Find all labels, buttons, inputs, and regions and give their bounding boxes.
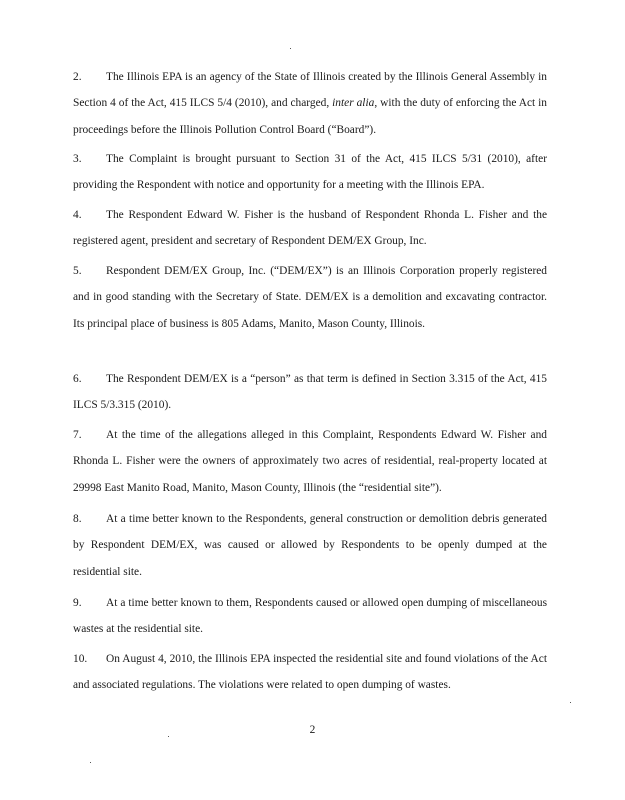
- paragraph-number: 4.: [73, 209, 82, 221]
- page-number: 2: [309, 724, 316, 736]
- paragraph-number: 6.: [73, 373, 82, 385]
- paragraph-text: The Respondent Edward W. Fisher is the husband of Respondent Rhonda L. Fisher and the registered agent, president and secretary of Respondent DEM/EX Group, Inc.: [73, 209, 547, 248]
- scan-speck: [168, 736, 169, 737]
- scan-speck: [570, 702, 571, 703]
- paragraph-6: [73, 366, 547, 419]
- paragraph-number: 9.: [73, 597, 82, 609]
- paragraph-text-italic: inter alia: [332, 97, 375, 110]
- paragraph-text: At a time better known to them, Respondents caused or allowed open dumping of miscellaneous wastes at the residential site.: [73, 597, 547, 636]
- paragraph-number: 7.: [73, 429, 82, 441]
- paragraph-number: 2.: [73, 71, 82, 83]
- paragraph-text: On August 4, 2010, the Illinois EPA inspected the residential site and found violations of the Act and associated regulations. The violations were related to open dumping of wastes.: [73, 653, 547, 692]
- paragraph-text: , with the duty of enforcing the Act in proceedings before the Illinois Pollution Control Board (“Board”).: [73, 97, 547, 136]
- scan-speck: [90, 762, 91, 763]
- paragraph-7: [73, 422, 547, 501]
- paragraph-10: [73, 646, 547, 699]
- paragraph-number: 10.: [73, 653, 88, 665]
- paragraph-text: The Illinois EPA is an agency of the State of Illinois created by the Illinois General Assembly in Section 4 of the Act, 415 ILCS 5/4 (2010), and charged,: [73, 71, 547, 110]
- paragraph-number: 3.: [73, 153, 82, 165]
- paragraph-text: The Complaint is brought pursuant to Section 31 of the Act, 415 ILCS 5/31 (2010), after providing the Respondent with notice and opportunity for a meeting with the Illinois EPA.: [73, 153, 547, 192]
- paragraph-3: [73, 146, 547, 199]
- paragraph-2: [73, 64, 547, 143]
- paragraph-8: [73, 506, 547, 585]
- paragraph-5: [73, 258, 547, 337]
- paragraph-text: Respondent DEM/EX Group, Inc. (“DEM/EX”) is an Illinois Corporation properly registered and in good standing with the Secretary of State. DEM/EX is a demolition and excavating contractor. Its principal place of business is 805 Adams, Manito, Mason County, Illinois.: [73, 265, 547, 330]
- paragraph-text: At a time better known to the Respondents, general construction or demolition debris generated by Respondent DEM/EX, was caused or allowed by Respondents to be openly dumped at the residential site.: [73, 513, 547, 578]
- scan-speck: [290, 48, 291, 49]
- paragraph-number: 5.: [73, 265, 82, 277]
- paragraph-number: 8.: [73, 513, 82, 525]
- paragraph-text: At the time of the allegations alleged in this Complaint, Respondents Edward W. Fisher and Rhonda L. Fisher were the owners of approximately two acres of residential, real-property located at 29998 East Manito Road, Manito, Mason County, Illinois (the “residential site”).: [73, 429, 547, 494]
- paragraph-text: The Respondent DEM/EX is a “person” as that term is defined in Section 3.315 of the Act, 415 ILCS 5/3.315 (2010).: [73, 373, 547, 412]
- paragraph-9: [73, 590, 547, 643]
- paragraph-4: [73, 202, 547, 255]
